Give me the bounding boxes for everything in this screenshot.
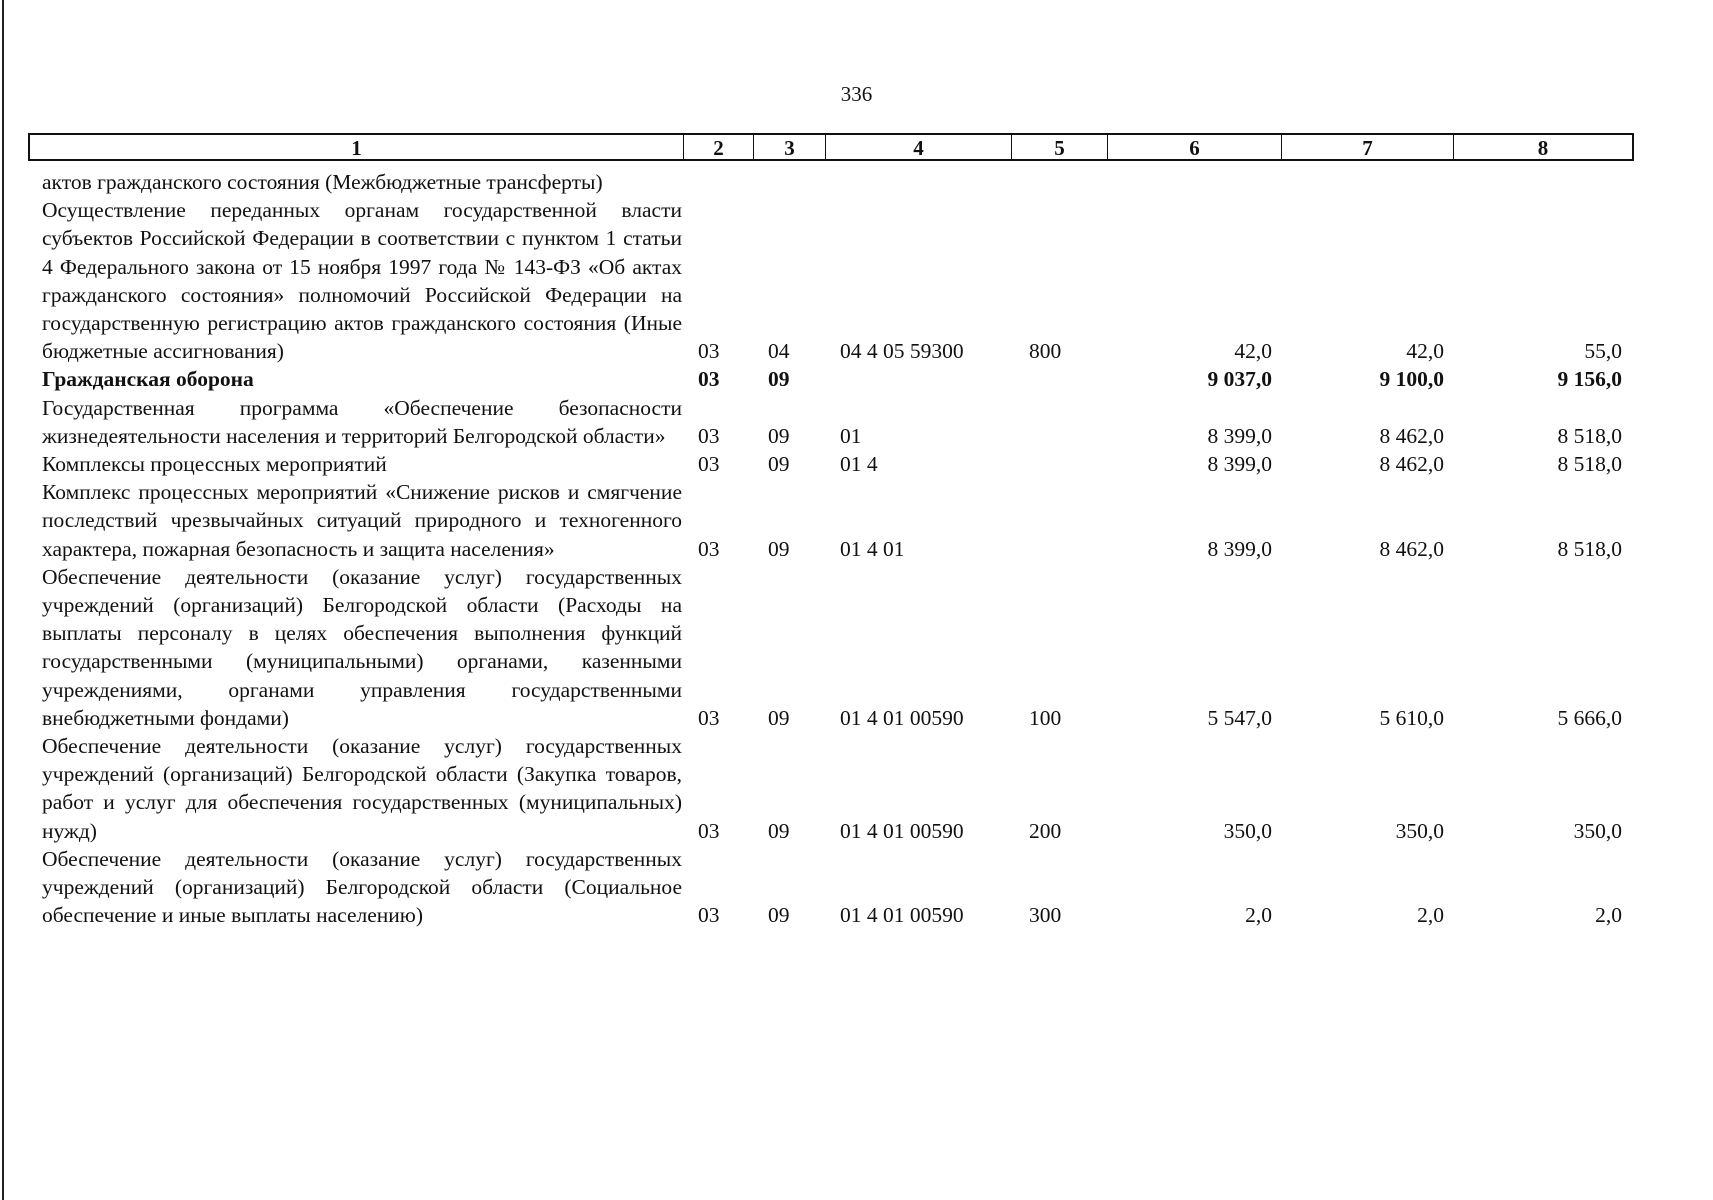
row-section: 03 xyxy=(698,536,720,561)
row-target-article: 01 4 01 xyxy=(840,536,905,561)
row-amount-col-6: 8 399,0 xyxy=(1207,536,1272,561)
table-row xyxy=(28,196,1634,365)
row-expense-type: 800 xyxy=(1029,339,1062,364)
table-row xyxy=(28,394,1634,450)
row-amount-col-8: 350,0 xyxy=(1573,818,1622,843)
row-expense-type: 100 xyxy=(1029,705,1062,730)
row-section: 03 xyxy=(698,452,720,477)
row-subsection: 04 xyxy=(768,339,790,364)
row-subsection: 09 xyxy=(768,536,790,561)
row-subsection: 09 xyxy=(768,423,790,448)
row-section: 03 xyxy=(698,367,720,392)
row-section: 03 xyxy=(698,339,720,364)
header-col-7: 7 xyxy=(1282,135,1454,159)
table-body xyxy=(28,168,1634,929)
page-number: 336 xyxy=(840,82,873,106)
row-section: 03 xyxy=(698,903,720,928)
row-name: Обеспечение деятельности (оказание услуг) государственных учреждений (организаций) Белгородской области (Закупка товаров, работ и услуг для обеспечения государственных (муниципальных) нужд) xyxy=(42,734,682,843)
row-amount-col-8: 55,0 xyxy=(1584,339,1622,364)
table-row xyxy=(28,478,1634,563)
row-name: Комплекс процессных мероприятий «Снижение рисков и смягчение последствий чрезвычайных ситуаций природного и техногенного характера, пожарная безопасность и защита населения» xyxy=(42,480,682,561)
row-amount-col-7: 42,0 xyxy=(1406,339,1444,364)
row-target-article: 01 4 xyxy=(840,452,878,477)
row-name: Гражданская оборона xyxy=(42,367,254,392)
row-target-article: 01 xyxy=(840,423,862,448)
row-amount-col-8: 8 518,0 xyxy=(1557,423,1622,448)
row-section: 03 xyxy=(698,423,720,448)
row-amount-col-6: 9 037,0 xyxy=(1207,367,1272,392)
row-amount-col-8: 5 666,0 xyxy=(1557,705,1622,730)
table-row xyxy=(28,732,1634,845)
table-row xyxy=(28,168,1634,196)
row-amount-col-7: 8 462,0 xyxy=(1379,536,1444,561)
header-col-4: 4 xyxy=(826,135,1012,159)
row-amount-col-8: 2,0 xyxy=(1595,903,1622,928)
table-row xyxy=(28,450,1634,478)
row-amount-col-8: 8 518,0 xyxy=(1557,536,1622,561)
row-target-article: 04 4 05 59300 xyxy=(840,339,964,364)
row-amount-col-7: 9 100,0 xyxy=(1379,367,1444,392)
row-name: Комплексы процессных мероприятий xyxy=(42,452,387,477)
row-subsection: 09 xyxy=(768,818,790,843)
row-section: 03 xyxy=(698,818,720,843)
header-col-6: 6 xyxy=(1108,135,1282,159)
row-amount-col-7: 350,0 xyxy=(1395,818,1444,843)
table-row xyxy=(28,563,1634,732)
row-amount-col-6: 42,0 xyxy=(1234,339,1272,364)
header-col-8: 8 xyxy=(1537,136,1549,160)
row-name: Обеспечение деятельности (оказание услуг) государственных учреждений (организаций) Белгородской области (Расходы на выплаты персоналу в целях обеспечения выполнения функций государственными (муниципальными) органами, казенными учреждениями, органами управления государственными внебюджетными фондами) xyxy=(42,564,682,730)
header-col-2: 2 xyxy=(684,135,754,159)
table-header xyxy=(28,133,1634,161)
row-name: актов гражданского состояния (Межбюджетные трансферты) xyxy=(42,170,603,194)
row-amount-col-8: 8 518,0 xyxy=(1557,452,1622,477)
row-amount-col-7: 8 462,0 xyxy=(1379,452,1444,477)
row-amount-col-7: 5 610,0 xyxy=(1379,705,1444,730)
row-subsection: 09 xyxy=(768,452,790,477)
row-amount-col-6: 5 547,0 xyxy=(1207,705,1272,730)
header-col-3: 3 xyxy=(754,135,826,159)
table-row xyxy=(28,365,1634,393)
row-target-article: 01 4 01 00590 xyxy=(840,705,964,730)
row-name: Обеспечение деятельности (оказание услуг) государственных учреждений (организаций) Белгородской области (Социальное обеспечение и иные выплаты населению) xyxy=(42,846,682,928)
scan-edge-line xyxy=(2,0,4,1200)
row-name: Государственная программа «Обеспечение безопасности жизнедеятельности населения и территорий Белгородской области» xyxy=(42,395,682,448)
row-amount-col-8: 9 156,0 xyxy=(1557,367,1622,392)
row-target-article: 01 4 01 00590 xyxy=(840,818,964,843)
row-section: 03 xyxy=(698,705,720,730)
row-amount-col-6: 350,0 xyxy=(1223,818,1272,843)
row-amount-col-6: 2,0 xyxy=(1245,903,1272,928)
row-name: Осуществление переданных органам государственной власти субъектов Российской Федерации в соответствии с пунктом 1 статьи 4 Федерального закона от 15 ноября 1997 года № 143-ФЗ «Об актах гражданского состояния» полномочий Российской Федерации на государственную регистрацию актов гражданского состояния (Иные бюджетные ассигнования) xyxy=(42,198,682,364)
row-expense-type: 300 xyxy=(1029,903,1062,928)
row-amount-col-6: 8 399,0 xyxy=(1207,423,1272,448)
row-subsection: 09 xyxy=(768,903,790,928)
table-row xyxy=(28,845,1634,930)
header-col-5: 5 xyxy=(1012,135,1108,159)
row-target-article: 01 4 01 00590 xyxy=(840,903,964,928)
row-amount-col-7: 8 462,0 xyxy=(1379,423,1444,448)
header-col-1: 1 xyxy=(30,135,684,159)
row-expense-type: 200 xyxy=(1029,818,1062,843)
row-amount-col-6: 8 399,0 xyxy=(1207,452,1272,477)
row-subsection: 09 xyxy=(768,705,790,730)
row-amount-col-7: 2,0 xyxy=(1417,903,1444,928)
row-subsection: 09 xyxy=(768,367,790,392)
